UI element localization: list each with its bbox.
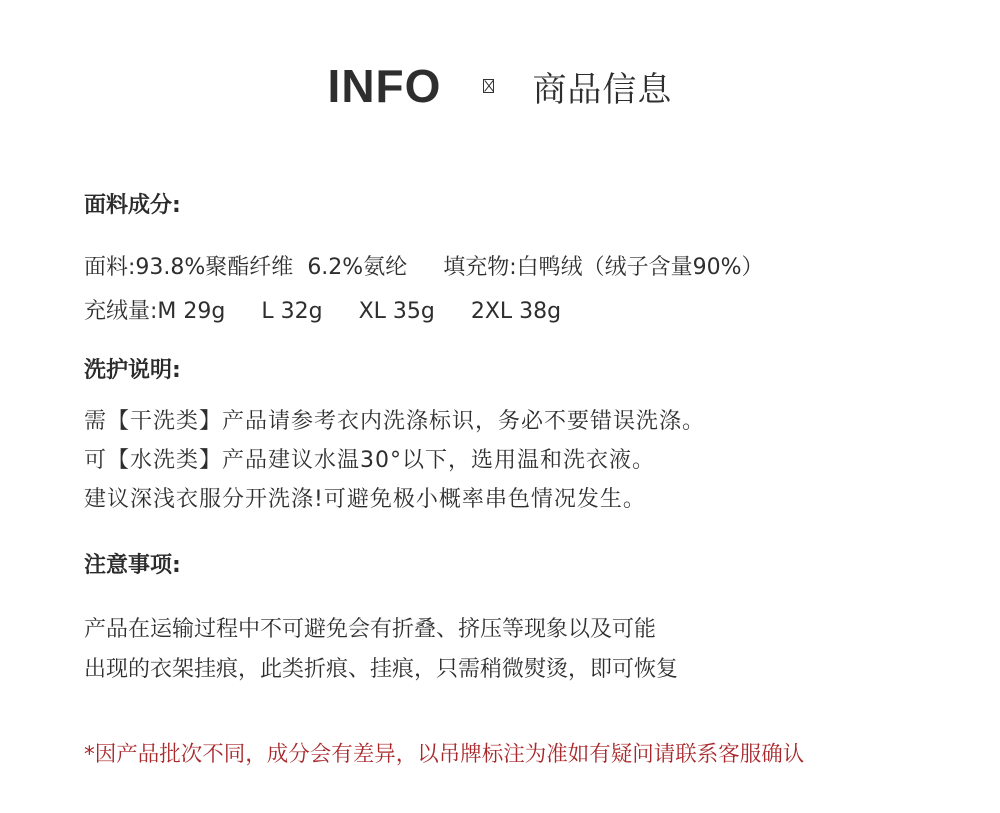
filling-value: 白鸭绒（绒子含量90%）: [516, 255, 764, 280]
fabric-composition-line: [84, 250, 764, 281]
fabric-heading: 面料成分:: [84, 193, 181, 218]
size-2xl: 2XL 38g: [470, 299, 562, 324]
material-label: 面料:: [84, 255, 136, 280]
notes-line-1: 产品在运输过程中不可避免会有折叠、挤压等现象以及可能: [84, 617, 657, 642]
material-b: 6.2%氨纶: [307, 255, 408, 280]
size-xl: XL 35g: [358, 299, 435, 324]
fill-amount-label: 充绒量:: [84, 299, 158, 324]
material-a: 93.8%聚酯纤维: [135, 255, 294, 280]
crossed-box-icon: [483, 79, 494, 93]
care-line-3: 建议深浅衣服分开洗涤!可避免极小概率串色情况发生。: [84, 487, 646, 512]
care-line-1: 需【干洗类】产品请参考衣内洗涤标识，务必不要错误洗涤。: [84, 409, 706, 434]
care-line-2: 可【水洗类】产品建议水温30°以下，选用温和洗衣液。: [84, 448, 655, 473]
disclaimer-text: *因产品批次不同，成分会有差异，以吊牌标注为准如有疑问请联系客服确认: [84, 742, 805, 767]
title-cn: 商品信息: [532, 69, 673, 110]
size-m: M 29g: [157, 299, 226, 324]
care-heading: 洗护说明:: [84, 358, 181, 383]
notes-line-2: 出现的衣架挂痕，此类折痕、挂痕，只需稍微熨烫，即可恢复: [84, 657, 679, 682]
fill-amount-line: [84, 294, 561, 325]
notes-heading: 注意事项:: [84, 553, 181, 578]
title-en: INFO: [327, 60, 442, 112]
page-header: [0, 56, 1000, 116]
filling-label: 填充物:: [443, 255, 517, 280]
size-l: L 32g: [261, 299, 323, 324]
